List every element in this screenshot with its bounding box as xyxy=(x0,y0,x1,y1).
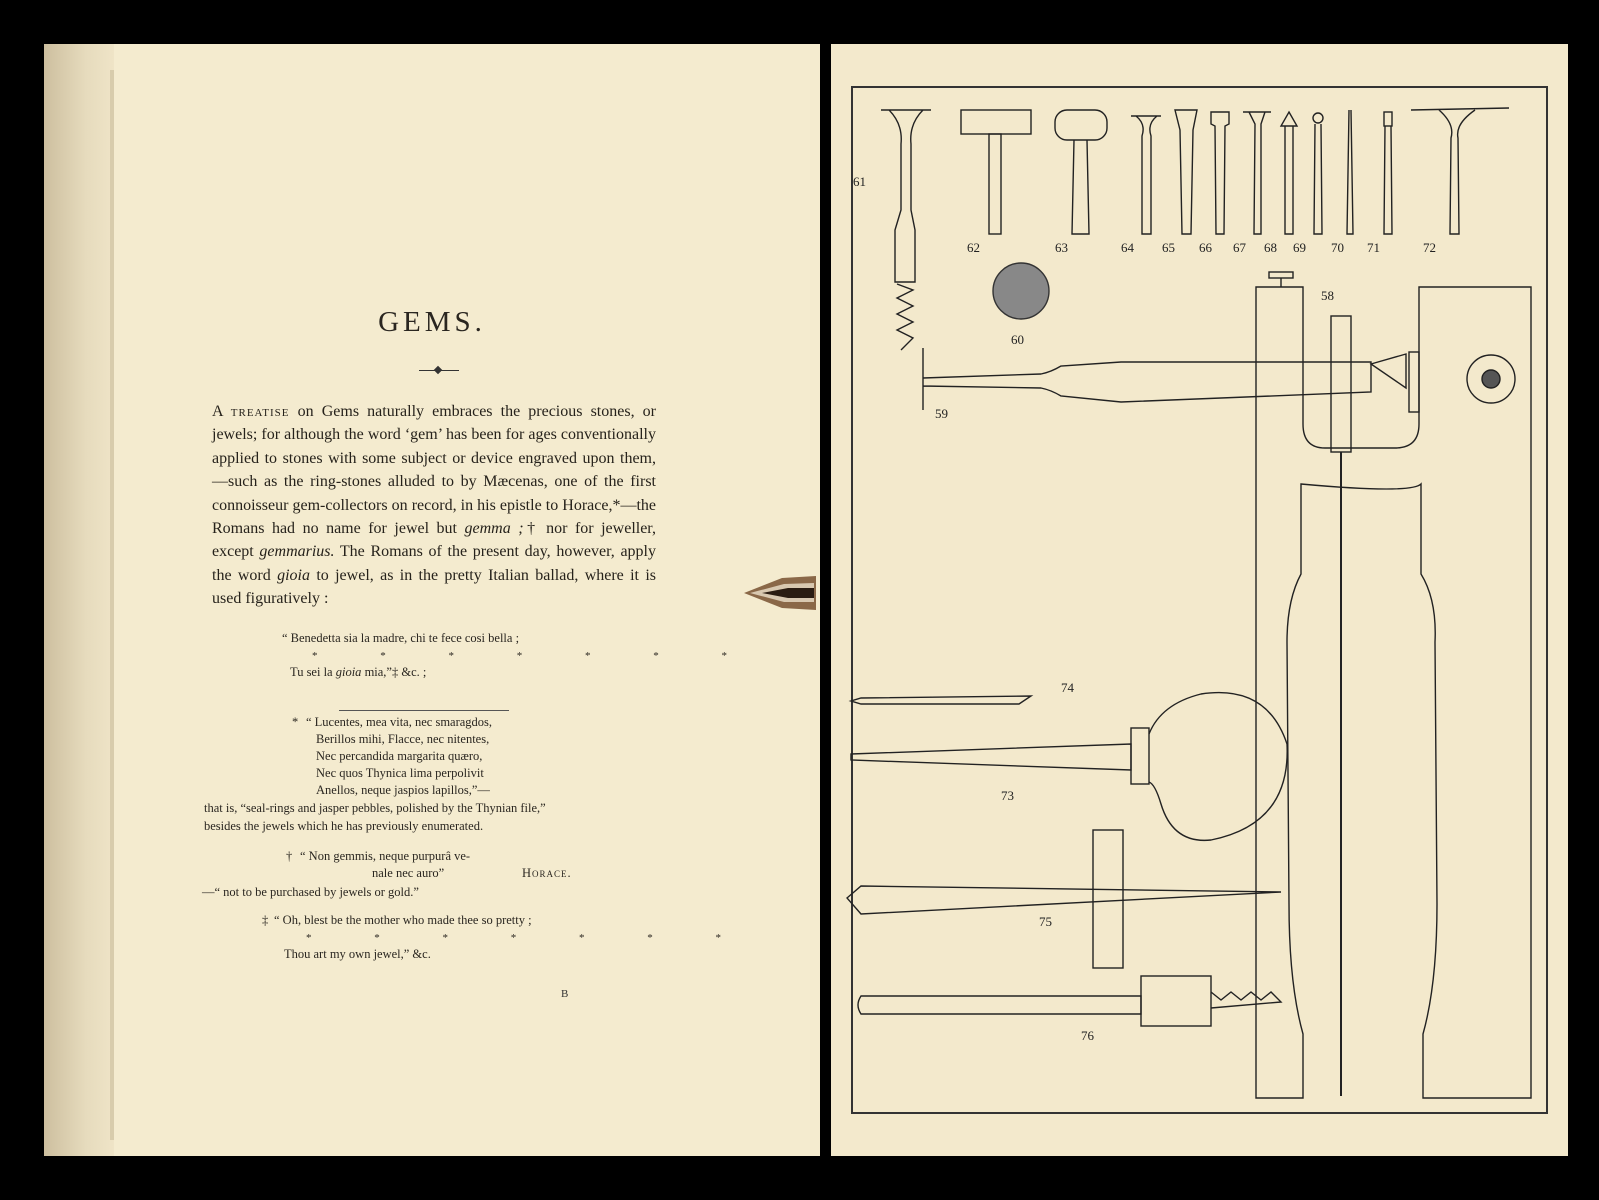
pen-nib-icon xyxy=(744,574,816,612)
footnote-1-translation: besides the jewels which he has previously enumerated. xyxy=(204,819,484,833)
signature-mark: B xyxy=(561,988,569,1000)
footnote-2-author: Horace. xyxy=(522,866,572,880)
fig-num-65: 65 xyxy=(1162,240,1175,255)
tool-73 xyxy=(851,693,1287,841)
tool-65 xyxy=(1175,110,1197,234)
footnote-1-line: Berillos mihi, Flacce, nec nitentes, xyxy=(316,732,490,746)
fig-num-63: 63 xyxy=(1055,240,1068,255)
tool-68 xyxy=(1281,112,1297,234)
ballad-line-1: “ Benedetta sia la madre, chi te fece cosi bella ; xyxy=(282,631,520,645)
tool-64 xyxy=(1131,116,1161,234)
fig-num-64: 64 xyxy=(1121,240,1134,255)
footnote-rule xyxy=(339,710,509,711)
tool-62 xyxy=(961,110,1031,234)
footnote-3-asterisks: * * * * * * * xyxy=(306,932,751,944)
fig-num-67: 67 xyxy=(1233,240,1246,255)
footnote-1-line: Nec quos Thynica lima perpolivit xyxy=(316,766,484,780)
tool-76 xyxy=(858,976,1281,1026)
tool-59 xyxy=(923,348,1371,410)
footnote-2-translation: —“ not to be purchased by jewels or gold.” xyxy=(202,885,419,899)
title-ornament xyxy=(419,370,459,371)
footnote-3-line: Thou art my own jewel,” &c. xyxy=(284,947,431,961)
fig-num-76: 76 xyxy=(1081,1028,1094,1043)
fig-num-72: 72 xyxy=(1423,240,1436,255)
footnote-3-line: “ Oh, blest be the mother who made thee so pretty ; xyxy=(274,913,532,927)
fig-num-58: 58 xyxy=(1321,288,1334,303)
footnote-1-marker: * xyxy=(292,715,299,729)
ballad-line-2: Tu sei la gioia mia,”‡ &c. ; xyxy=(290,665,427,679)
tool-63 xyxy=(1055,110,1107,234)
tool-74 xyxy=(851,696,1031,704)
tool-66 xyxy=(1211,112,1229,234)
fig-num-61: 61 xyxy=(853,174,866,189)
fig-num-75: 75 xyxy=(1039,914,1052,929)
footnote-2-marker: † xyxy=(286,849,293,863)
tool-69 xyxy=(1313,113,1323,234)
disc-60 xyxy=(993,263,1049,319)
footnote-1-line: “ Lucentes, mea vita, nec smaragdos, xyxy=(306,715,493,729)
footnote-2-line: “ Non gemmis, neque purpurâ ve- xyxy=(300,849,471,863)
footnote-3-marker: ‡ xyxy=(262,913,269,927)
fig-num-62: 62 xyxy=(967,240,980,255)
fig-num-73: 73 xyxy=(1001,788,1014,803)
left-page xyxy=(44,44,820,1156)
footnote-1-line: Anellos, neque jaspios lapillos,”— xyxy=(316,783,490,797)
page-title: GEMS. xyxy=(378,306,486,338)
fig-num-71: 71 xyxy=(1367,240,1380,255)
footnote-2-line: nale nec auro” xyxy=(372,866,445,880)
footnote-1-line: Nec percandida margarita quæro, xyxy=(316,749,483,763)
fig-num-60: 60 xyxy=(1011,332,1024,347)
body-paragraph: A treatise on Gems naturally embraces the precious stones, or jewels; for although the word ‘gem’ has been for ages conventionally applied to stones with some subject or device engraved upon them,—such as the ring-stones alluded to by Mæcenas, one of the first connoisseur gem-collectors on record, in his epistle to Horace,*—the Romans had no name for jewel but gemma ;† nor for jeweller, except gemmarius. The Romans of the present day, however, apply the word gioia to jewel, as in the pretty Italian ballad, where it is used figuratively : xyxy=(212,403,657,608)
page-gutter xyxy=(110,70,114,1140)
tool-75 xyxy=(847,830,1281,968)
fig-num-70: 70 xyxy=(1331,240,1344,255)
figure-labels xyxy=(853,174,1436,1043)
fig-num-74: 74 xyxy=(1061,680,1074,695)
ballad-asterisks: * * * * * * * xyxy=(312,650,757,662)
fig-num-69: 69 xyxy=(1293,240,1306,255)
tool-61 xyxy=(881,110,931,350)
right-page-plate xyxy=(831,44,1568,1156)
tools-engraving xyxy=(831,44,1568,1156)
tool-67 xyxy=(1243,112,1271,234)
tool-71 xyxy=(1384,112,1392,234)
book-spine xyxy=(44,44,114,1156)
lathe-58 xyxy=(1256,272,1531,1098)
footnote-1-translation: that is, “seal-rings and jasper pebbles, polished by the Thynian file,” xyxy=(204,801,546,815)
fig-num-59: 59 xyxy=(935,406,948,421)
fig-num-68: 68 xyxy=(1264,240,1277,255)
tool-72 xyxy=(1411,108,1509,234)
tool-70 xyxy=(1347,110,1353,234)
fig-num-66: 66 xyxy=(1199,240,1212,255)
